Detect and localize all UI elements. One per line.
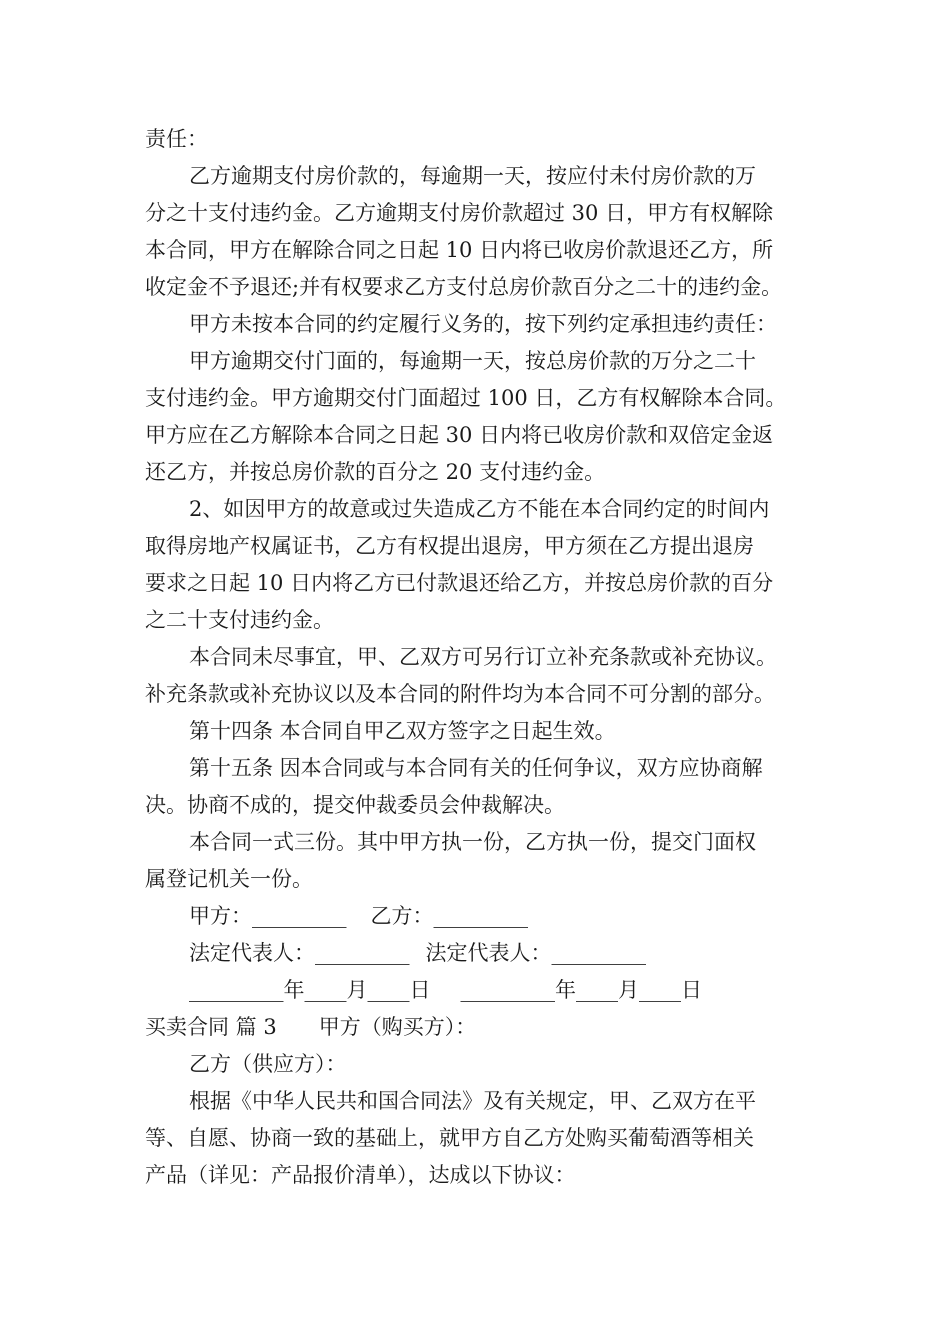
paragraph-line: 责任： [145,127,208,151]
paragraph-line: 要求之日起 10 日内将乙方已付款退还给乙方，并按总房价款的百分 [145,571,774,595]
paragraph-line: 根据《中华人民共和国合同法》及有关规定，甲、乙双方在平 [189,1089,756,1113]
paragraph-line: 乙方逾期支付房价款的，每逾期一天，按应付未付房价款的万 [189,164,756,188]
party-b-label: 乙方（供应方）： [189,1052,347,1076]
paragraph-line: 等、自愿、协商一致的基础上，就甲方自乙方处购买葡萄酒等相关 [145,1126,754,1150]
paragraph-line: 还乙方，并按总房价款的百分之 20 支付违约金。 [145,460,606,484]
party-a-label: 甲方（购买方）： [318,1015,477,1039]
paragraph-line: 取得房地产权属证书，乙方有权提出退房，甲方须在乙方提出退房 [145,534,754,558]
party-a-representative: 法定代表人：_________ [189,941,410,965]
paragraph-line: 本合同，甲方在解除合同之日起 10 日内将已收房价款退还乙方，所 [145,238,774,262]
signature-row-parties [145,898,825,935]
paragraph-line: 属登记机关一份。 [145,867,313,891]
signature-row-representatives [145,935,825,972]
paragraph-line: 补充条款或补充协议以及本合同的附件均为本合同不可分割的部分。 [145,682,775,706]
party-b-representative: 法定代表人：_________ [425,941,646,965]
paragraph-line: 本合同未尽事宜，甲、乙双方可另行订立补充条款或补充协议。 [189,645,777,669]
section-heading-row [145,1009,825,1046]
paragraph-line: 决。协商不成的，提交仲裁委员会仲裁解决。 [145,793,565,817]
document-body [145,121,825,1194]
paragraph-line: 本合同一式三份。其中甲方执一份，乙方执一份，提交门面权 [189,830,756,854]
section-heading: 买卖合同 篇 3 [145,1015,277,1039]
paragraph-line: 甲方应在乙方解除本合同之日起 30 日内将已收房价款和双倍定金返 [145,423,774,447]
party-b-date: _________年____月____日 [460,978,702,1002]
paragraph-line: 2、如因甲方的故意或过失造成乙方不能在本合同约定的时间内 [189,497,770,521]
paragraph-line: 分之十支付违约金。乙方逾期支付房价款超过 30 日，甲方有权解除 [145,201,774,225]
paragraph-line: 甲方逾期交付门面的，每逾期一天，按总房价款的万分之二十 [189,349,756,373]
paragraph-line: 之二十支付违约金。 [145,608,334,632]
paragraph-line: 产品（详见：产品报价清单），达成以下协议： [145,1163,576,1187]
signature-row-dates [145,972,825,1009]
paragraph-line: 甲方未按本合同的约定履行义务的，按下列约定承担违约责任： [189,312,777,336]
party-a-signature: 甲方：_________ [189,904,347,928]
party-b-signature: 乙方：_________ [370,904,528,928]
paragraph-line: 第十五条 因本合同或与本合同有关的任何争议，双方应协商解 [189,756,763,780]
paragraph-line: 支付违约金。甲方逾期交付门面超过 100 日，乙方有权解除本合同。 [145,386,787,410]
party-a-date: _________年____月____日 [189,978,431,1002]
paragraph-line: 第十四条 本合同自甲乙双方签字之日起生效。 [189,719,616,743]
paragraph-line: 收定金不予退还;并有权要求乙方支付总房价款百分之二十的违约金。 [145,275,783,299]
